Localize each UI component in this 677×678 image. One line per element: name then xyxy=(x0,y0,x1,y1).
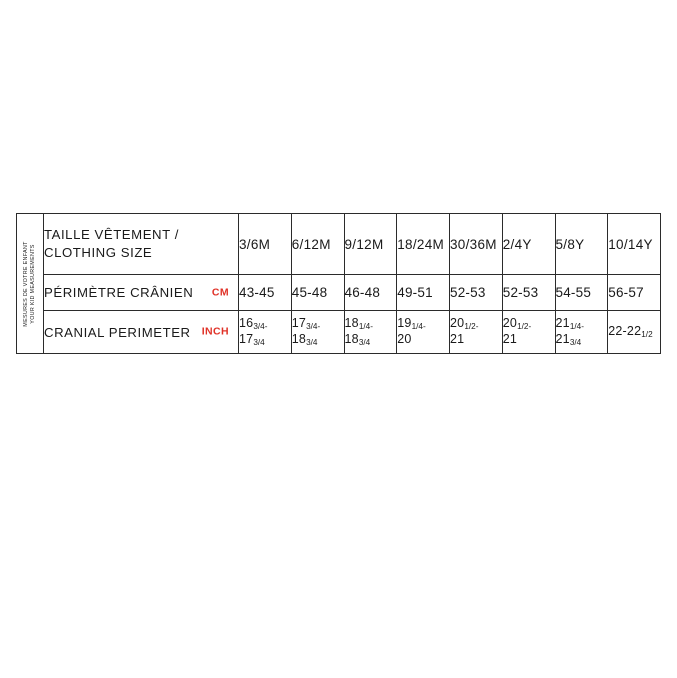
inch-v2: 17 xyxy=(239,332,254,346)
clothing-size-header-cell xyxy=(44,214,239,275)
row-label-perimetre-cranien xyxy=(44,275,239,311)
side-label-line-fr: MESURES DE VOTRE ENFANT xyxy=(23,240,29,327)
clothing-size-label-fr: TAILLE VÊTEMENT / xyxy=(44,227,179,242)
size-header-6-12m: 6/12M xyxy=(291,214,344,275)
inch-f1: 3/4- xyxy=(306,321,321,331)
cm-value-6-12m: 45-48 xyxy=(291,275,344,311)
cm-value-10-14y: 56-57 xyxy=(608,275,661,311)
inch-v1: 20 xyxy=(502,316,518,330)
inch-f2: 3/4 xyxy=(569,337,582,347)
inch-v2: 21 xyxy=(555,332,570,346)
side-label-line-en: YOUR KID MEASUREMENTS xyxy=(30,243,36,324)
clothing-size-label-en: CLOTHING SIZE xyxy=(44,245,153,260)
size-chart-table-block xyxy=(16,213,661,354)
cm-value-3-6m: 43-45 xyxy=(239,275,292,311)
inch-v2: 21 xyxy=(450,332,465,346)
inch-v1: 19 xyxy=(397,316,412,330)
inch-f1: 3/4- xyxy=(253,321,268,331)
inch-v1: 18 xyxy=(344,316,359,330)
size-header-30-36m: 30/36M xyxy=(450,214,503,275)
inch-f2: 3/4 xyxy=(306,337,318,347)
size-header-18-24m: 18/24M xyxy=(397,214,450,275)
size-header-2-4y: 2/4Y xyxy=(502,214,555,275)
inch-v2: 21 xyxy=(502,332,518,346)
size-header-9-12m: 9/12M xyxy=(344,214,397,275)
table-row-cranial-perimeter-cm xyxy=(17,275,661,311)
inch-f1: 1/4- xyxy=(569,321,584,331)
inch-v2: 20 xyxy=(397,332,412,346)
size-chart-table xyxy=(16,213,661,354)
size-header-10-14y: 10/14Y xyxy=(608,214,661,275)
cm-value-9-12m: 46-48 xyxy=(344,275,397,311)
inch-value-3-6m xyxy=(239,311,292,354)
inch-f1: 1/2 xyxy=(641,329,653,339)
inch-f1: 1/4- xyxy=(411,321,426,331)
inch-value-10-14y xyxy=(608,311,661,354)
row-label-text-en: CRANIAL PERIMETER xyxy=(44,324,191,340)
table-header-row xyxy=(17,214,661,275)
unit-cm: CM xyxy=(211,286,229,298)
inch-v1: 20 xyxy=(450,316,465,330)
side-measurement-label xyxy=(17,214,44,354)
row-label-text-fr: PÉRIMÈTRE CRÂNIEN xyxy=(44,285,194,300)
row-label-cranial-perimeter xyxy=(44,311,239,354)
inch-v1: 16 xyxy=(239,316,254,330)
inch-value-5-8y xyxy=(555,311,608,354)
size-header-3-6m: 3/6M xyxy=(239,214,292,275)
table-row-cranial-perimeter-inch xyxy=(17,311,661,354)
inch-f1: 1/4- xyxy=(358,321,373,331)
inch-v2: 18 xyxy=(344,332,359,346)
inch-f1: 1/2- xyxy=(517,321,532,331)
inch-f2: 3/4 xyxy=(358,337,371,347)
size-header-5-8y: 5/8Y xyxy=(555,214,608,275)
inch-f2: 3/4 xyxy=(253,337,265,347)
cm-value-30-36m: 52-53 xyxy=(450,275,503,311)
unit-inch: INCH xyxy=(201,325,229,338)
cm-value-5-8y: 54-55 xyxy=(555,275,608,311)
inch-v1: 17 xyxy=(291,316,307,330)
inch-value-2-4y xyxy=(502,311,555,354)
inch-value-30-36m xyxy=(450,311,503,354)
inch-f1: 1/2- xyxy=(464,321,479,331)
inch-value-9-12m xyxy=(344,311,397,354)
inch-value-18-24m xyxy=(397,311,450,354)
inch-v1: 21 xyxy=(555,316,570,330)
cm-value-2-4y: 52-53 xyxy=(502,275,555,311)
inch-v2: 18 xyxy=(291,332,307,346)
inch-v1: 22-22 xyxy=(608,324,642,338)
inch-value-6-12m xyxy=(291,311,344,354)
cm-value-18-24m: 49-51 xyxy=(397,275,450,311)
